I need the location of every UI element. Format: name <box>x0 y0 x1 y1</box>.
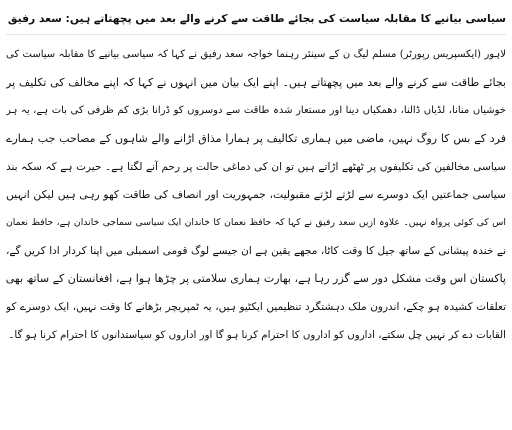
body-line-6: سیاسی جماعتیں ایک دوسرے سے لڑتے لڑتے مقبولیت، جمہوریت اور انصاف کی طاقت کھو رہی ہیں لیکن انہیں <box>6 188 506 201</box>
body-line-7: اس کی کوئی پرواہ نہیں۔ علاوہ ازیں سعد رفیق نے کہا کہ حافظ نعمان کا خاندان ایک سیاسی سماجی خاندان ہے، حافظ نعمان <box>6 217 506 228</box>
body-line-11: القابات دے کر نہیں چل سکتے، اداروں کو اداروں کا احترام کرنا ہو گا اور اداروں کو سیاستدانوں کا احترام کرنا ہو گا۔ <box>8 329 506 341</box>
news-clipping <box>6 4 506 426</box>
body-line-2: بجائے طاقت سے کرنے والے بعد میں پچھتاتے ہیں۔ اپنے ایک بیان میں انہوں نے کہا کہ اپنے مخالف کی تکلیف پر <box>6 76 506 89</box>
body-line-8: نے خندہ پیشانی کے ساتھ جیل کا وقت کاٹا، مجھے یقین ہے ان جیسے لوگ قومی اسمبلی میں اپنا کردار ادا کریں گے، <box>6 245 506 257</box>
body-line-5: سیاسی مخالفین کی تکلیفوں پر ٹھٹھے اڑاتے ہیں تو ان کی دماغی حالت پر رحم آنے لگتا ہے۔ حیرت ہے کہ سکہ بند <box>6 161 506 173</box>
article-headline: سیاسی بیانیے کا مقابلہ سیاست کی بجائے طاقت سے کرنے والے بعد میں پچھتاتے ہیں: سعد رفیق <box>6 4 506 35</box>
article-body <box>6 41 506 349</box>
body-line-3: خوشیاں منانا، لڈیاں ڈالنا، دھمکیاں دینا اور مستعار شدہ طاقت سے دوسروں کو ڈرانا بڑی کم ظرفی کی بات ہے، یہ ہر <box>6 105 506 116</box>
body-line-4: فرد کے بس کا روگ نہیں، ماضی میں ہماری تکالیف پر ہمارا مذاق اڑانے والے شاہوں کے مصاحب جب ہمارے <box>6 132 506 145</box>
body-line-1: لاہور (ایکسپریس رپورٹر) مسلم لیگ ن کے سینئر رہنما خواجہ سعد رفیق نے کہا کہ سیاسی بیانیے کا مقابلہ سیاست کی <box>6 49 506 60</box>
body-line-10: تعلقات کشیدہ ہو چکے، اندرون ملک دہشتگرد تنظیمیں ایکٹیو ہیں، یہ ٹمپریچر بڑھانے کا وقت نہیں، ایک دوسرے کو <box>6 301 506 313</box>
body-line-9: پاکستان اس وقت مشکل دور سے گزر رہا ہے، بھارت ہماری سلامتی پر چڑھا ہوا ہے، افغانستان کے ساتھ بھی <box>6 272 506 285</box>
